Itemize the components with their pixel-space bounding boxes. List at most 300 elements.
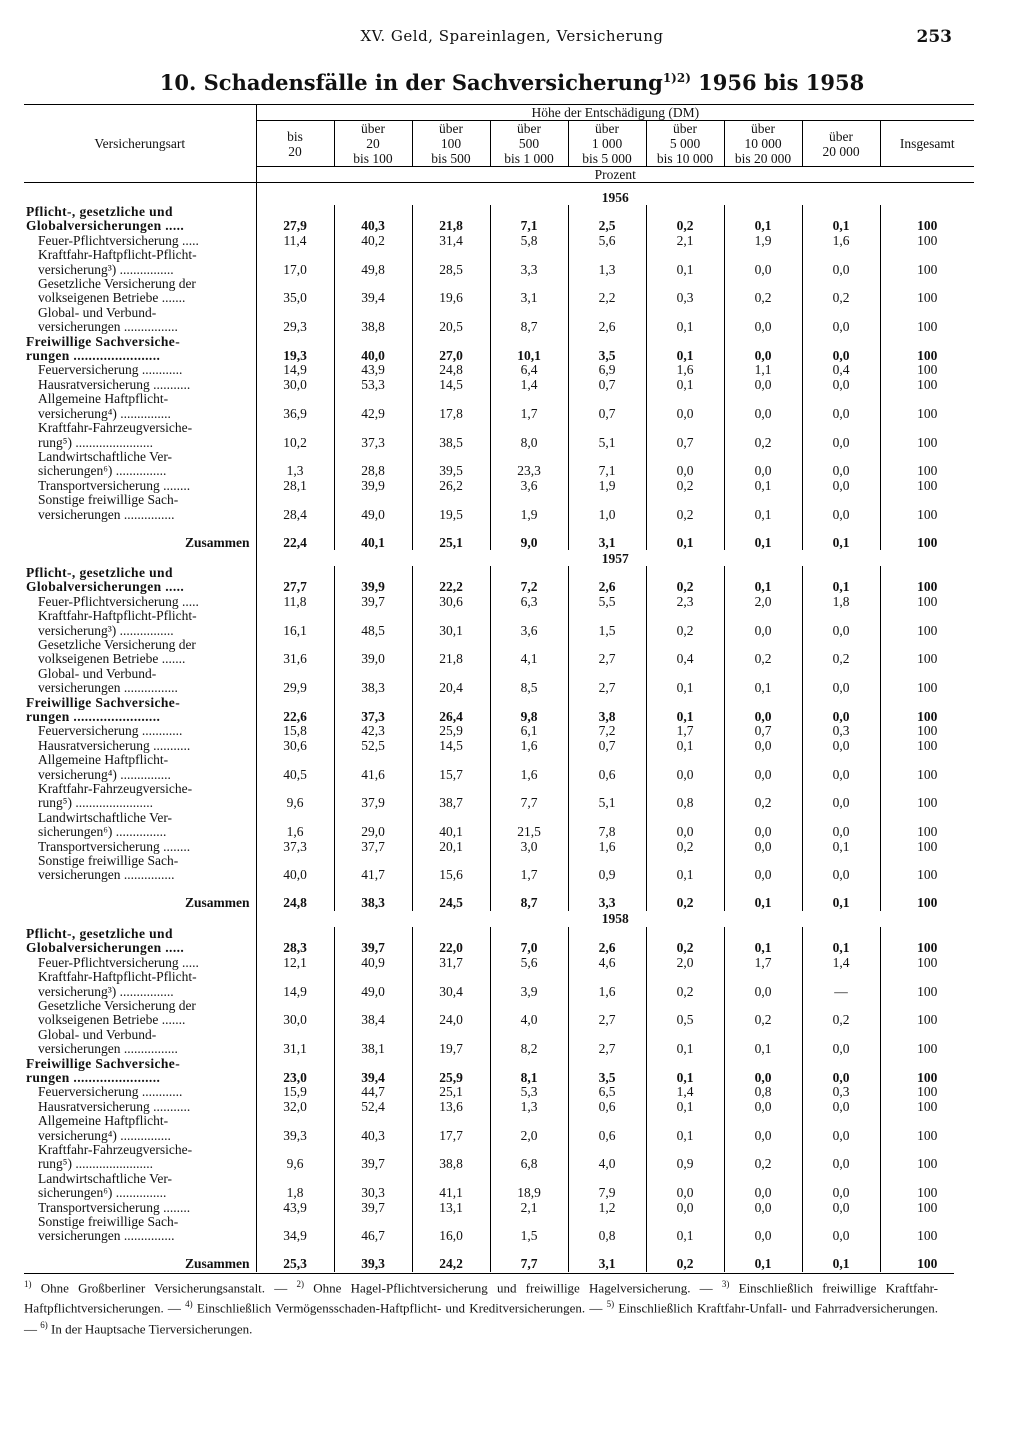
table-cell: 100: [880, 1100, 974, 1114]
column-header-line: Insgesamt: [899, 136, 955, 151]
table-cell: 100: [880, 407, 974, 421]
table-cell: [490, 609, 568, 623]
year-row: [24, 183, 974, 206]
table-cell: [724, 811, 802, 825]
column-header: [880, 121, 974, 167]
table-cell: 35,0: [256, 291, 334, 305]
table-cell: 39,7: [334, 941, 412, 955]
table-cell: [724, 421, 802, 435]
table-cell: 100: [880, 985, 974, 999]
table-cell: [568, 450, 646, 464]
table-cell: [490, 1172, 568, 1186]
table-cell: 0,2: [646, 624, 724, 638]
table-cell: [802, 306, 880, 320]
table-cell: 19,3: [256, 349, 334, 363]
table-cell: 0,0: [802, 263, 880, 277]
table-cell: 49,0: [334, 508, 412, 522]
table-cell: [256, 493, 334, 507]
table-cell: 0,0: [724, 1229, 802, 1243]
table-cell: 42,3: [334, 724, 412, 738]
table-row: [24, 436, 974, 450]
table-cell: 0,1: [802, 840, 880, 854]
column-header-line: 1 000: [591, 136, 623, 151]
table-cell: 0,0: [802, 1201, 880, 1215]
table-cell: 4,0: [568, 1157, 646, 1171]
footnote-marker: 2): [296, 1279, 304, 1289]
table-cell: 0,1: [646, 681, 724, 695]
footnote-marker: 6): [40, 1319, 48, 1330]
table-cell: [256, 696, 334, 710]
table-cell: [256, 609, 334, 623]
table-row: [24, 970, 974, 984]
table-cell: [256, 927, 334, 941]
table-row: [24, 753, 974, 767]
table-cell: 0,2: [724, 796, 802, 810]
table-cell: 11,8: [256, 595, 334, 609]
table-cell: [802, 566, 880, 580]
table-row: [24, 811, 974, 825]
table-cell: 0,2: [646, 1244, 724, 1272]
table-cell: [646, 782, 724, 796]
table-cell: 100: [880, 768, 974, 782]
table-cell: 8,7: [490, 320, 568, 334]
column-header-line: bis: [287, 128, 303, 144]
table-cell: 1,6: [256, 825, 334, 839]
table-cell: [568, 566, 646, 580]
table-cell: 100: [880, 624, 974, 638]
table-cell: 0,0: [802, 796, 880, 810]
table-cell: 0,7: [568, 378, 646, 392]
table-cell: 40,3: [334, 219, 412, 233]
table-cell: [256, 392, 334, 406]
table-cell: [334, 306, 412, 320]
table-row: [24, 493, 974, 507]
table-cell: 0,2: [646, 941, 724, 955]
row-label: Kraftfahr-Fahrzeugversiche-: [38, 782, 193, 797]
table-cell: 39,9: [334, 479, 412, 493]
row-label: Kraftfahr-Haftpflicht-Pflicht-: [38, 970, 197, 985]
table-cell: 0,2: [724, 1157, 802, 1171]
table-cell: 100: [880, 363, 974, 377]
table-cell: 29,3: [256, 320, 334, 334]
table-cell: 37,3: [334, 710, 412, 724]
table-cell: 0,0: [724, 1186, 802, 1200]
category-row: [24, 219, 974, 233]
table-row: [24, 421, 974, 435]
table-cell: 8,7: [490, 883, 568, 911]
table-cell: [802, 667, 880, 681]
table-cell: 0,7: [568, 407, 646, 421]
row-label: versicherung³) ................: [38, 984, 174, 999]
table-cell: [256, 566, 334, 580]
row-label: Gesetzliche Versicherung der: [38, 637, 196, 652]
row-label: versicherungen ................: [38, 320, 178, 335]
table-cell: 0,7: [568, 739, 646, 753]
table-cell: 0,1: [724, 941, 802, 955]
row-label: versicherungen ................: [38, 1042, 178, 1057]
table-cell: 0,0: [724, 710, 802, 724]
table-cell: 40,1: [412, 825, 490, 839]
table-cell: 2,0: [490, 1129, 568, 1143]
table-cell: 0,3: [802, 1085, 880, 1099]
table-cell: [802, 421, 880, 435]
table-cell: [334, 335, 412, 349]
table-cell: [724, 782, 802, 796]
table-cell: 1,0: [568, 508, 646, 522]
table-cell: [412, 1172, 490, 1186]
table-cell: 0,1: [646, 1100, 724, 1114]
running-head: XV. Geld, Spareinlagen, Versicherung: [360, 27, 664, 45]
table-cell: 6,9: [568, 363, 646, 377]
table-cell: [724, 1028, 802, 1042]
table-cell: 1,7: [490, 868, 568, 882]
table-cell: 1,6: [490, 768, 568, 782]
table-cell: [334, 927, 412, 941]
table-cell: [256, 335, 334, 349]
table-cell: [256, 854, 334, 868]
category-row: [24, 580, 974, 594]
table-cell: [334, 1172, 412, 1186]
year-heading: 1958: [256, 911, 974, 927]
table-cell: 0,0: [724, 768, 802, 782]
table-cell: 8,5: [490, 681, 568, 695]
table-cell: 0,4: [646, 652, 724, 666]
row-label: Kraftfahr-Fahrzeugversiche-: [38, 421, 193, 436]
table-cell: [490, 811, 568, 825]
table-cell: [490, 205, 568, 219]
table-cell: [334, 493, 412, 507]
table-cell: 100: [880, 825, 974, 839]
table-cell: [802, 1172, 880, 1186]
table-cell: [646, 753, 724, 767]
row-label: Feuer-Pflichtversicherung .....: [38, 233, 199, 248]
row-label: Sonstige freiwillige Sach-: [38, 493, 179, 508]
table-cell: [802, 205, 880, 219]
table-cell: 0,0: [646, 464, 724, 478]
table-cell: [880, 854, 974, 868]
table-cell: [646, 277, 724, 291]
table-cell: [490, 1143, 568, 1157]
table-cell: 0,0: [802, 508, 880, 522]
table-cell: 17,7: [412, 1129, 490, 1143]
table-cell: [490, 277, 568, 291]
table-cell: [412, 1114, 490, 1128]
table-row: [24, 1129, 974, 1143]
table-cell: [802, 248, 880, 262]
table-cell: 100: [880, 1042, 974, 1056]
column-header-line: über: [829, 128, 853, 144]
table-cell: 0,3: [646, 291, 724, 305]
table-cell: 0,6: [568, 1129, 646, 1143]
table-cell: 100: [880, 378, 974, 392]
table-cell: 100: [880, 595, 974, 609]
table-cell: [802, 1215, 880, 1229]
column-header-line: über: [595, 121, 619, 136]
row-label: versicherung⁴) ...............: [38, 406, 171, 421]
table-cell: [724, 392, 802, 406]
table-cell: 0,1: [724, 219, 802, 233]
table-cell: [880, 306, 974, 320]
table-cell: [880, 1114, 974, 1128]
table-cell: [724, 205, 802, 219]
table-row: [24, 306, 974, 320]
table-cell: 3,8: [568, 710, 646, 724]
table-cell: 43,9: [334, 363, 412, 377]
table-row: [24, 595, 974, 609]
row-label: Zusammen: [184, 534, 250, 550]
table-cell: 4,1: [490, 652, 568, 666]
insurance-claims-table: [24, 104, 974, 1272]
table-cell: 30,4: [412, 985, 490, 999]
table-cell: 24,8: [256, 883, 334, 911]
table-cell: 1,9: [490, 508, 568, 522]
table-cell: 34,9: [256, 1229, 334, 1243]
table-cell: [802, 753, 880, 767]
row-label: Gesetzliche Versicherung der: [38, 998, 196, 1013]
table-cell: 39,5: [412, 464, 490, 478]
table-cell: 100: [880, 436, 974, 450]
table-cell: 30,6: [412, 595, 490, 609]
row-label: Feuerversicherung ............: [38, 363, 183, 378]
table-row: [24, 1201, 974, 1215]
table-cell: [412, 450, 490, 464]
table-row: [24, 1186, 974, 1200]
table-cell: 0,1: [646, 1071, 724, 1085]
table-cell: 100: [880, 508, 974, 522]
table-cell: [724, 248, 802, 262]
table-row: [24, 464, 974, 478]
table-cell: 5,8: [490, 234, 568, 248]
table-cell: 5,1: [568, 796, 646, 810]
table-cell: 27,0: [412, 349, 490, 363]
table-cell: 39,3: [334, 1244, 412, 1272]
table-cell: 2,3: [646, 595, 724, 609]
row-label: sicherungen⁶) ...............: [38, 464, 167, 479]
table-cell: [334, 205, 412, 219]
table-cell: [646, 970, 724, 984]
table-cell: 0,2: [802, 291, 880, 305]
table-cell: 0,0: [724, 1100, 802, 1114]
row-label: Hausratversicherung ...........: [38, 738, 191, 753]
table-cell: [646, 1172, 724, 1186]
table-cell: 5,6: [490, 956, 568, 970]
table-cell: 0,1: [802, 522, 880, 550]
table-cell: 28,4: [256, 508, 334, 522]
title-text: 10. Schadensfälle in der Sachversicherung: [159, 70, 663, 95]
compensation-group-header: Höhe der Entschädigung (DM): [256, 105, 974, 121]
table-cell: [724, 854, 802, 868]
table-cell: [724, 1057, 802, 1071]
table-cell: 0,0: [724, 349, 802, 363]
table-cell: [724, 277, 802, 291]
table-cell: 1,3: [490, 1100, 568, 1114]
row-label: versicherungen ...............: [38, 868, 175, 883]
table-cell: [412, 248, 490, 262]
table-cell: 0,1: [724, 479, 802, 493]
table-cell: [724, 1172, 802, 1186]
table-cell: 0,0: [802, 436, 880, 450]
table-row: [24, 985, 974, 999]
table-cell: 1,3: [568, 263, 646, 277]
table-cell: [412, 927, 490, 941]
table-cell: 0,8: [724, 1085, 802, 1099]
table-cell: [412, 999, 490, 1013]
table-cell: [724, 1215, 802, 1229]
table-cell: 31,4: [412, 234, 490, 248]
table-cell: [490, 421, 568, 435]
table-cell: [568, 421, 646, 435]
column-header-line: über: [517, 121, 541, 136]
row-label: Pflicht-, gesetzliche und: [26, 565, 173, 580]
table-cell: 1,8: [802, 595, 880, 609]
table-cell: [568, 1057, 646, 1071]
column-header-line: bis 1 000: [504, 151, 554, 166]
table-cell: [256, 667, 334, 681]
table-cell: [256, 1057, 334, 1071]
table-row: [24, 1215, 974, 1229]
table-cell: 0,0: [646, 825, 724, 839]
column-header-line: bis 10 000: [656, 151, 714, 166]
table-cell: 0,2: [646, 985, 724, 999]
table-cell: [334, 1215, 412, 1229]
column-header: [724, 121, 802, 167]
table-cell: [724, 927, 802, 941]
table-cell: [802, 970, 880, 984]
table-cell: 100: [880, 1244, 974, 1272]
table-row: [24, 407, 974, 421]
table-cell: 5,3: [490, 1085, 568, 1099]
table-cell: 31,7: [412, 956, 490, 970]
table-cell: [646, 205, 724, 219]
table-cell: 3,0: [490, 840, 568, 854]
row-label: Freiwillige Sachversiche-: [26, 695, 181, 710]
table-cell: 1,4: [646, 1085, 724, 1099]
table-cell: 41,6: [334, 768, 412, 782]
table-cell: 28,5: [412, 263, 490, 277]
table-cell: 2,1: [646, 234, 724, 248]
table-cell: 1,4: [490, 378, 568, 392]
table-cell: 13,1: [412, 1201, 490, 1215]
table-cell: [412, 566, 490, 580]
row-label: versicherung³) ................: [38, 623, 174, 638]
table-cell: [724, 609, 802, 623]
table-cell: 31,1: [256, 1042, 334, 1056]
table-cell: 100: [880, 234, 974, 248]
table-cell: 15,6: [412, 868, 490, 882]
table-cell: 100: [880, 522, 974, 550]
page-number: 253: [916, 27, 952, 47]
row-label: volkseigenen Betriebe .......: [38, 1013, 186, 1028]
table-cell: 2,0: [646, 956, 724, 970]
table-body: [24, 183, 974, 1272]
table-cell: 2,6: [568, 580, 646, 594]
table-cell: [802, 999, 880, 1013]
table-cell: 1,7: [490, 407, 568, 421]
table-cell: 0,2: [802, 652, 880, 666]
table-cell: [490, 493, 568, 507]
table-cell: [568, 277, 646, 291]
table-cell: 7,7: [490, 796, 568, 810]
table-cell: 4,6: [568, 956, 646, 970]
table-cell: 2,7: [568, 652, 646, 666]
table-cell: 37,7: [334, 840, 412, 854]
table-row: [24, 1143, 974, 1157]
table-cell: 21,8: [412, 219, 490, 233]
table-cell: [412, 667, 490, 681]
table-cell: 1,6: [646, 363, 724, 377]
table-cell: 1,2: [568, 1201, 646, 1215]
table-row: [24, 999, 974, 1013]
table-row: [24, 854, 974, 868]
column-header-line: 100: [440, 136, 462, 151]
table-cell: [334, 753, 412, 767]
table-cell: 0,0: [802, 1071, 880, 1085]
row-label: Sonstige freiwillige Sach-: [38, 854, 179, 869]
table-cell: 0,1: [646, 522, 724, 550]
table-cell: [256, 450, 334, 464]
table-cell: [802, 609, 880, 623]
table-cell: [880, 450, 974, 464]
table-cell: [880, 1143, 974, 1157]
table-cell: 0,0: [802, 349, 880, 363]
category-row: [24, 349, 974, 363]
table-cell: 0,2: [646, 219, 724, 233]
table-cell: [412, 696, 490, 710]
table-cell: 0,1: [724, 1244, 802, 1272]
row-label: versicherungen ...............: [38, 507, 175, 522]
table-cell: [568, 667, 646, 681]
table-cell: 0,0: [802, 1229, 880, 1243]
table-cell: 2,1: [490, 1201, 568, 1215]
table-cell: 6,4: [490, 363, 568, 377]
table-cell: 17,8: [412, 407, 490, 421]
table-cell: 25,9: [412, 1071, 490, 1085]
table-cell: 30,0: [256, 378, 334, 392]
table-cell: 52,4: [334, 1100, 412, 1114]
table-cell: [568, 1028, 646, 1042]
table-cell: 7,2: [490, 580, 568, 594]
table-cell: [490, 248, 568, 262]
category-row: [24, 941, 974, 955]
table-cell: 39,7: [334, 1157, 412, 1171]
table-cell: [334, 854, 412, 868]
table-cell: [646, 1215, 724, 1229]
table-cell: 100: [880, 739, 974, 753]
table-cell: [334, 696, 412, 710]
table-cell: [490, 638, 568, 652]
table-cell: [802, 696, 880, 710]
table-cell: [646, 1028, 724, 1042]
table-cell: [568, 927, 646, 941]
table-cell: 0,0: [802, 710, 880, 724]
row-label: Landwirtschaftliche Ver-: [38, 1171, 173, 1186]
column-header-line: 20: [366, 136, 380, 151]
year-label-spacer: [24, 183, 256, 206]
table-row: [24, 277, 974, 291]
table-row: [24, 782, 974, 796]
table-row: [24, 868, 974, 882]
column-header: [334, 121, 412, 167]
table-cell: 23,3: [490, 464, 568, 478]
table-cell: [256, 205, 334, 219]
table-cell: 30,0: [256, 1013, 334, 1027]
table-cell: 0,0: [802, 624, 880, 638]
table-cell: 7,1: [490, 219, 568, 233]
table-cell: 39,7: [334, 1201, 412, 1215]
table-cell: 39,4: [334, 291, 412, 305]
table-row: [24, 624, 974, 638]
table-cell: 31,6: [256, 652, 334, 666]
